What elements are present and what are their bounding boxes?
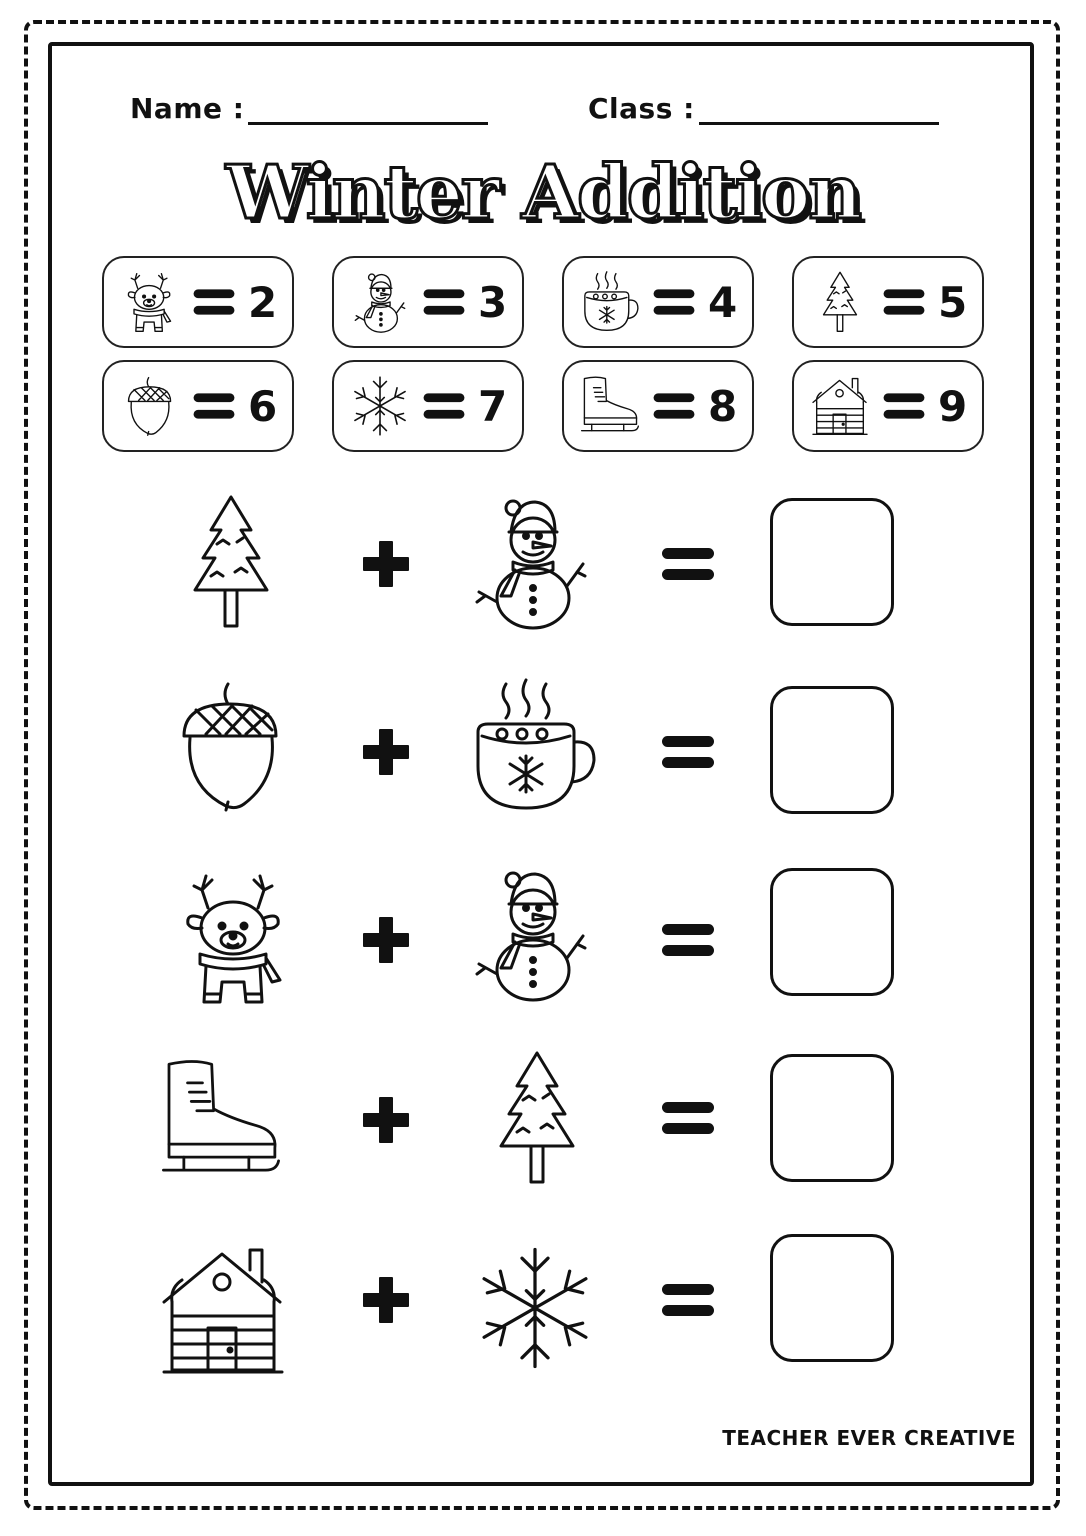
key-value: 6 [248,381,278,431]
equals-icon [652,287,696,317]
key-value: 2 [248,277,278,327]
plus-icon [362,916,410,964]
key-card-log-cabin [792,360,984,452]
class-label: Class : [588,92,695,125]
name-blank-line[interactable] [248,92,488,125]
hot-cocoa-icon [578,270,642,334]
key-card-reindeer [102,256,294,348]
snowman-icon [348,270,412,334]
key-card-snowflake [332,360,524,452]
answer-box-1[interactable] [770,498,894,626]
snowman-icon [466,864,596,1004]
key-card-acorn [102,360,294,452]
equals-icon [422,287,466,317]
equals-icon [660,922,716,958]
equals-icon [422,391,466,421]
reindeer-icon [118,270,182,334]
equals-icon [882,391,926,421]
key-card-hot-cocoa [562,256,754,348]
acorn-icon [118,374,182,438]
log-cabin-icon [158,1240,288,1380]
equals-icon [192,287,236,317]
plus-icon [362,1096,410,1144]
key-value: 8 [708,381,738,431]
key-value: 5 [938,277,968,327]
plus-icon [362,728,410,776]
ice-skate-icon [156,1050,286,1190]
answer-box-5[interactable] [770,1234,894,1362]
reindeer-icon [170,868,300,1008]
pine-tree-icon [808,270,872,334]
acorn-icon [166,676,296,816]
class-blank-line[interactable] [699,92,939,125]
pine-tree-icon [166,492,296,632]
equals-icon [660,734,716,770]
key-value: 9 [938,381,968,431]
equals-icon [192,391,236,421]
ice-skate-icon [578,374,642,438]
pine-tree-icon [472,1048,602,1188]
name-field [130,92,488,125]
plus-icon [362,1276,410,1324]
snowflake-icon [470,1238,600,1378]
equals-icon [882,287,926,317]
equals-icon [660,546,716,582]
log-cabin-icon [808,374,872,438]
name-label: Name : [130,92,245,125]
answer-box-4[interactable] [770,1054,894,1182]
key-value: 3 [478,277,508,327]
equals-icon [652,391,696,421]
plus-icon [362,540,410,588]
key-card-ice-skate [562,360,754,452]
snowman-icon [466,492,596,632]
answer-box-2[interactable] [770,686,894,814]
hot-cocoa-icon [468,676,598,816]
page-title: Winter Addition [225,150,861,236]
footer-credit: TEACHER EVER CREATIVE [722,1426,1016,1450]
class-field [588,92,939,125]
key-value: 4 [708,277,738,327]
key-card-snowman [332,256,524,348]
equals-icon [660,1282,716,1318]
key-value: 7 [478,381,508,431]
snowflake-icon [348,374,412,438]
key-card-pine-tree [792,256,984,348]
equals-icon [660,1100,716,1136]
answer-box-3[interactable] [770,868,894,996]
